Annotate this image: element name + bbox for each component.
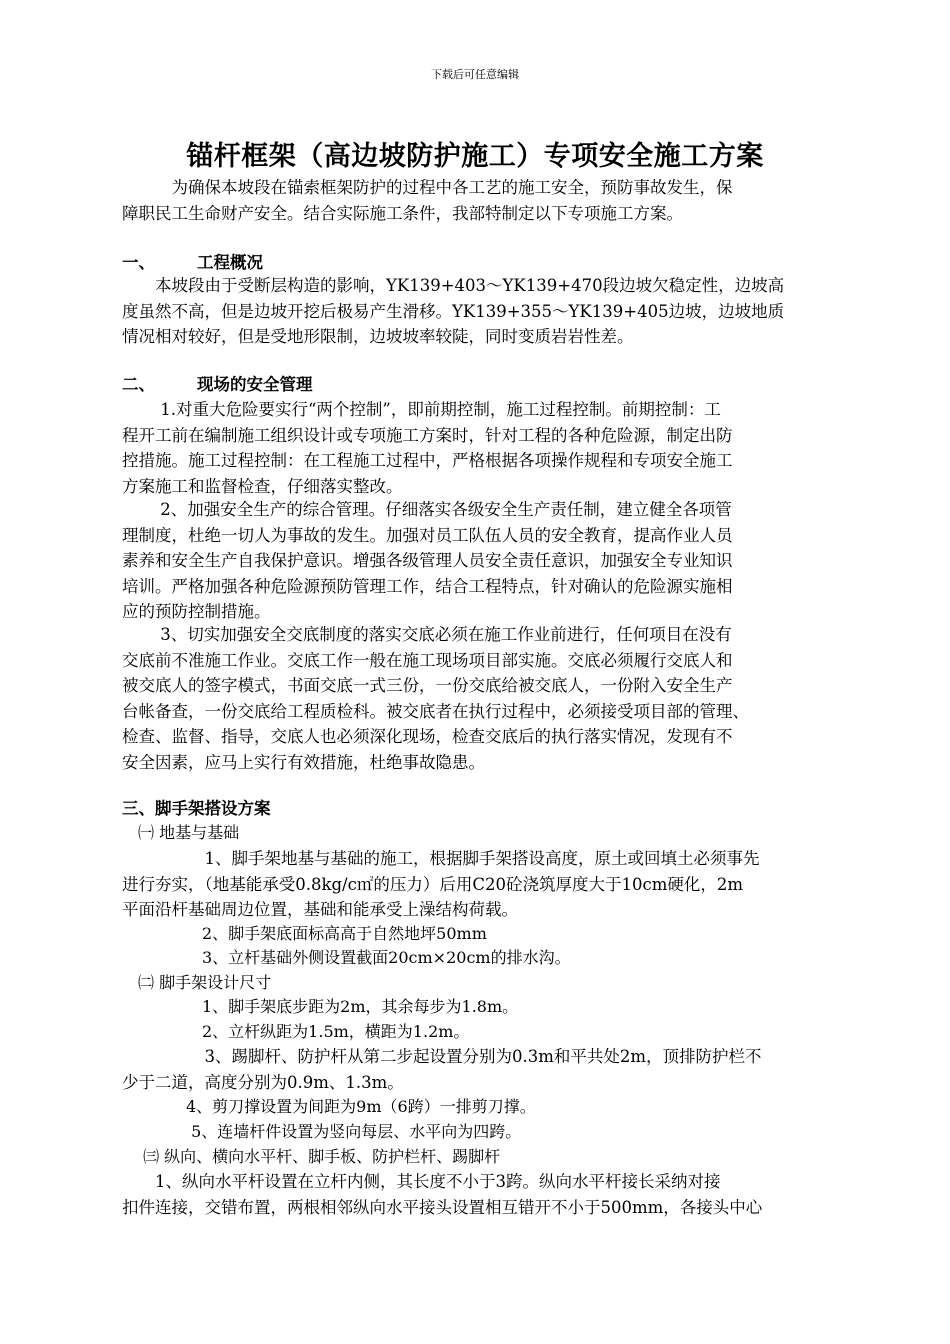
subsection-3-paragraph-1 [122, 1169, 850, 1220]
text-line: 进行夯实，（地基能承受0.8kg/c㎡的压力）后用C20砼浇筑厚度大于10cm硬化，2m [122, 874, 743, 894]
subsection-2-item-2: 2、立杆纵距为1.5m，横距为1.2m。 [122, 1022, 470, 1041]
section-1-paragraph [122, 273, 850, 350]
text-line: 素养和安全生产自我保护意识。增强各级管理人员安全责任意识，加强安全专业知识 [122, 551, 733, 570]
document-title: 锚杆框架（高边坡防护施工）专项安全施工方案 [186, 141, 764, 172]
text-line: 1、纵向水平杆设置在立杆内侧，其长度不小于3跨。纵向水平杆接长采纳对接 [122, 1172, 721, 1191]
section-number: 二、 [122, 375, 155, 394]
text-line: 控措施。施工过程控制：在工程施工过程中，严格根据各项操作规程和专项安全施工 [122, 451, 733, 470]
text-line: 方案施工和监督检查，仔细落实整改。 [122, 476, 403, 496]
subsection-1-paragraph-1 [122, 846, 850, 923]
section-title: 现场的安全管理 [197, 375, 313, 394]
text-line: 情况相对较好，但是受地形限制，边坡坡率较陡，同时变质岩岩性差。 [122, 327, 634, 346]
section-heading-2 [122, 372, 850, 397]
text-line: 平面沿杆基础周边位置，基础和能承受上澡结构荷载。 [122, 900, 518, 919]
subsection-heading-3: ㈢ 纵向、横向水平杆、脚手板、防护栏杆、踢脚杆 [122, 1147, 501, 1166]
text-line: 度虽然不高，但是边坡开挖后极易产生滑移。YK139+355～YK139+405边坡，边坡地质 [122, 301, 785, 321]
text-line: 少于二道，高度分别为0.9m、1.3m。 [122, 1072, 404, 1092]
text-line: 安全因素，应马上实行有效措施，杜绝事故隐患。 [122, 752, 485, 772]
text-line: 检查、监督、指导，交底人也必须深化现场，检查交底后的执行落实情况，发现有不 [122, 727, 733, 746]
text-line: 2、加强安全生产的综合管理。仔细落实各级安全生产责任制，建立健全各项管 [122, 500, 732, 519]
text-line: 为确保本坡段在锚索框架防护的过程中各工艺的施工安全，预防事故发生，保 [122, 178, 733, 197]
text-line: 扣件连接，交错布置，两根相邻纵向水平接头设置相互错开不小于500mm，各接头中心 [122, 1197, 763, 1217]
text-line: 1、脚手架地基与基础的施工，根据脚手架搭设高度，原土或回填土必须事先 [122, 849, 760, 868]
subsection-2-item-4: 4、剪刀撑设置为间距为9m（6跨）一排剪刀撑。 [122, 1097, 536, 1116]
text-line: 理制度，杜绝一切人为事故的发生。加强对员工队伍人员的安全教育，提高作业人员 [122, 525, 733, 545]
section-2-paragraph-3 [122, 622, 850, 775]
subsection-1-item-3: 3、立杆基础外侧设置截面20cm×20cm的排水沟。 [122, 948, 571, 967]
subsection-2-item-1: 1、脚手架底步距为2m，其余每步为1.8m。 [122, 997, 519, 1016]
text-line: 培训。严格加强各种危险源预防管理工作，结合工程特点，针对确认的危险源实施相 [122, 576, 733, 596]
section-2-paragraph-2 [122, 497, 850, 625]
text-line: 3、踢脚杆、防护杆从第二步起设置分别为0.3m和平共处2m，顶排防护栏不 [122, 1047, 762, 1066]
section-2-paragraph-1 [122, 397, 850, 499]
subsection-1-item-2: 2、脚手架底面标高高于自然地坪50mm [122, 924, 487, 943]
text-line: 程开工前在编制施工组织设计或专项施工方案时，针对工程的各种危险源，制定出防 [122, 425, 733, 445]
section-heading-1 [122, 250, 850, 275]
text-line: 1.对重大危险要实行“两个控制”，即前期控制，施工过程控制。前期控制：工 [122, 400, 721, 419]
section-title: 工程概况 [197, 253, 263, 272]
text-line: 障职民工生命财产安全。结合实际施工条件，我部特制定以下专项施工方案。 [122, 203, 683, 223]
section-heading-3: 三、脚手架搭设方案 [122, 799, 271, 818]
subsection-2-item-5: 5、连墙杆件设置为竖向每层、水平向为四跨。 [122, 1122, 522, 1141]
text-line: 应的预防控制措施。 [122, 602, 271, 621]
text-line: 本坡段由于受断层构造的影响，YK139+403～YK139+470段边坡欠稳定性，边坡高 [122, 276, 785, 295]
text-line: 被交底人的签字模式，书面交底一式三份，一份交底给被交底人，一份附入安全生产 [122, 676, 733, 695]
text-line: 交底前不准施工作业。交底工作一般在施工现场项目部实施。交底必须履行交底人和 [122, 650, 733, 670]
subsection-2-item-3 [122, 1044, 850, 1095]
subsection-heading-2: ㈡ 脚手架设计尺寸 [122, 973, 272, 992]
intro-paragraph [122, 175, 850, 226]
page-header: 下载后可任意编辑 [431, 68, 519, 81]
text-line: 台帐备查，一份交底给工程质检科。被交底者在执行过程中，必须接受项目部的管理、 [122, 701, 749, 721]
text-line: 3、切实加强安全交底制度的落实交底必须在施工作业前进行，任何项目在没有 [122, 625, 732, 644]
section-number: 一、 [122, 253, 155, 272]
subsection-heading-1: ㈠ 地基与基础 [122, 823, 240, 842]
